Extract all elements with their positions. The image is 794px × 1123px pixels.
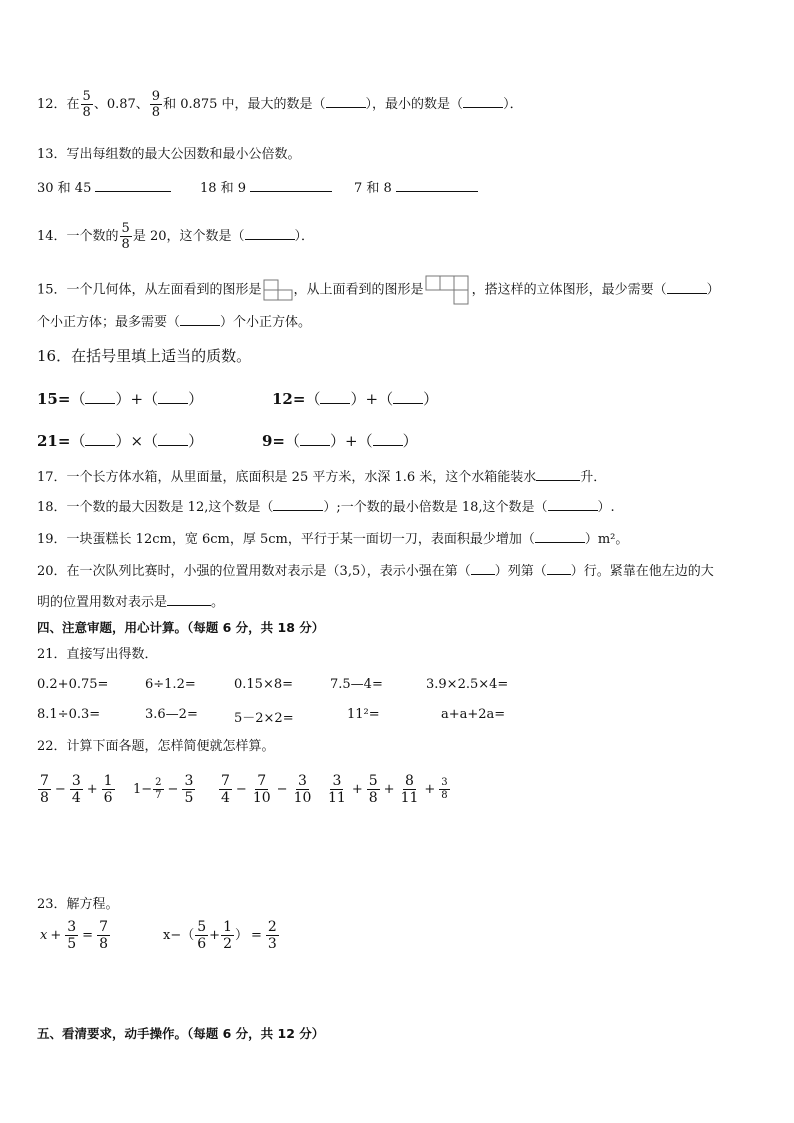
q20-text: ）行。紧靠在他左边的大 — [570, 564, 714, 579]
answer-blank[interactable] — [393, 391, 423, 404]
numerator: 7 — [221, 773, 230, 789]
denominator: 10 — [252, 790, 271, 806]
answer-blank[interactable] — [158, 391, 188, 404]
rparen: ） — [402, 432, 418, 450]
fraction — [182, 774, 195, 805]
operator: + — [424, 782, 436, 797]
answer-blank[interactable] — [250, 179, 332, 192]
fraction — [81, 90, 93, 119]
operator: × — [130, 432, 144, 450]
equation-lhs: 15= — [37, 390, 71, 408]
rparen: ） — [235, 928, 249, 943]
fraction — [266, 920, 279, 951]
denominator: 8 — [99, 936, 108, 952]
q19-text: ）m²。 — [584, 532, 629, 547]
question-12 — [37, 90, 523, 119]
answer-blank[interactable] — [320, 391, 350, 404]
q15-text: ，从上面看到的图形是 — [293, 282, 424, 298]
numerator: 2 — [267, 919, 277, 935]
prime-equation — [37, 388, 203, 409]
mental-math-item: 0.15×8= — [234, 677, 294, 692]
q18-text: ）. — [597, 500, 615, 515]
lparen: （ — [181, 928, 195, 943]
rparen: ） — [188, 432, 204, 450]
mental-math-item: a+a+2a= — [441, 707, 506, 722]
q13-pair — [200, 177, 332, 196]
rparen: ） — [115, 390, 131, 408]
q12-text: 和 0.875 中，最大的数是（ — [163, 97, 326, 112]
q19-text: 19．一块蛋糕长 12cm，宽 6cm，厚 5cm，平行于某一面切一刀，表面积最少增加（ — [37, 532, 535, 547]
denominator: 8 — [151, 105, 161, 120]
numerator: 3 — [67, 919, 77, 935]
calc-expression — [133, 774, 196, 805]
operator: − — [54, 782, 66, 797]
calc-expression — [218, 774, 314, 805]
operator: + — [345, 432, 358, 450]
mental-math-item: 5－2×2= — [234, 711, 294, 726]
q18-text: ）;一个数的最小倍数是 18,这个数是（ — [323, 500, 548, 515]
variable: x — [40, 928, 48, 943]
q20-text: ）列第（ — [494, 564, 547, 579]
rparen: ） — [330, 432, 346, 450]
denominator: 8 — [368, 790, 378, 806]
section-5-heading: 五、看清要求，动手操作。（每题 6 分，共 12 分） — [37, 1026, 325, 1041]
question-15-line2 — [37, 313, 311, 332]
operator: − — [235, 782, 247, 797]
equation — [163, 920, 280, 951]
numerator: 5 — [121, 221, 130, 236]
lparen: （ — [305, 390, 321, 408]
fraction — [251, 774, 273, 805]
pair-label: 30 和 45 — [37, 181, 92, 196]
fraction — [221, 920, 234, 951]
numerator: 3 — [441, 777, 448, 788]
mental-math-item: 8.1÷0.3= — [37, 707, 101, 722]
fraction — [219, 774, 232, 805]
q13-pair — [354, 177, 478, 196]
q20-text: 20．在一次队列比赛时，小强的位置用数对表示是（3,5），表示小强在第（ — [37, 564, 471, 579]
lparen: （ — [70, 432, 86, 450]
numerator: 1 — [223, 919, 232, 935]
answer-blank[interactable] — [245, 227, 295, 240]
fraction — [38, 774, 51, 805]
denominator: 7 — [155, 790, 162, 801]
denominator: 11 — [400, 790, 419, 806]
fraction — [97, 920, 110, 951]
q15-text: 15．一个几何体，从左面看到的图形是 — [37, 282, 262, 298]
q15-text: 个小正方体；最多需要（ — [37, 315, 181, 330]
denominator: 8 — [40, 790, 49, 806]
prime-equation — [272, 388, 438, 409]
answer-blank[interactable] — [158, 433, 188, 446]
fraction — [65, 920, 78, 951]
q12-text: ），最小的数是（ — [365, 97, 464, 112]
rparen: ） — [423, 390, 439, 408]
denominator: 2 — [223, 936, 232, 952]
numerator: 3 — [184, 773, 194, 789]
answer-blank[interactable] — [471, 562, 495, 575]
question-14 — [37, 222, 314, 251]
fraction — [195, 920, 208, 951]
answer-blank[interactable] — [167, 593, 211, 606]
numerator: 3 — [298, 773, 307, 789]
answer-blank[interactable] — [85, 391, 115, 404]
operator: + — [86, 782, 98, 797]
operator: + — [130, 390, 144, 408]
operator: − — [167, 782, 179, 797]
denominator: 3 — [267, 936, 277, 952]
q15-text: ）个小正方体。 — [220, 315, 312, 330]
mental-math-item: 6÷1.2= — [145, 677, 196, 692]
numerator: 7 — [99, 919, 108, 935]
denominator: 11 — [328, 790, 346, 806]
denominator: 8 — [82, 105, 91, 120]
q14-prefix: 14．一个数的 — [37, 229, 119, 244]
q15-text: ） — [706, 282, 720, 298]
operator: − — [276, 782, 288, 797]
numerator: 8 — [405, 773, 414, 789]
expression-lead: 1− — [133, 782, 153, 797]
fraction — [367, 774, 380, 805]
denominator: 4 — [221, 790, 230, 806]
answer-blank[interactable] — [536, 468, 580, 481]
mental-math-item: 3.9×2.5×4= — [426, 677, 509, 692]
operator: + — [351, 782, 363, 797]
answer-blank[interactable] — [300, 433, 330, 446]
lparen: （ — [285, 432, 301, 450]
question-16-title: 16．在括号里填上适当的质数。 — [37, 347, 252, 365]
question-23-title: 23．解方程。 — [37, 897, 119, 912]
question-21-title: 21．直接写出得数． — [37, 647, 158, 662]
numerator: 7 — [257, 773, 267, 789]
pair-label: 7 和 8 — [354, 181, 392, 196]
fraction — [120, 222, 132, 251]
answer-blank[interactable] — [667, 281, 707, 294]
q20-text: 。 — [211, 595, 225, 610]
question-18 — [37, 498, 615, 517]
calc-expression — [325, 774, 451, 805]
mental-math-item: 3.6—2= — [145, 707, 198, 722]
q12-prefix: 12．在 — [37, 97, 80, 112]
lparen: （ — [357, 432, 373, 450]
q20-text: 明的位置用数对表示是 — [37, 595, 168, 610]
fraction — [326, 774, 348, 805]
numerator: 9 — [151, 89, 161, 104]
numerator: 3 — [332, 773, 342, 789]
question-19 — [37, 530, 628, 549]
denominator: 8 — [441, 790, 448, 801]
mental-math-item: 11²= — [347, 707, 380, 722]
operator: + — [209, 928, 221, 943]
numerator: 5 — [368, 773, 378, 789]
answer-blank[interactable] — [535, 530, 585, 543]
question-20 — [37, 562, 714, 581]
numerator: 3 — [71, 773, 81, 789]
denominator: 6 — [197, 936, 207, 952]
lparen: （ — [70, 390, 86, 408]
pair-label: 18 和 9 — [200, 181, 247, 196]
equation-lhs: 9= — [262, 432, 286, 450]
answer-blank[interactable] — [373, 433, 403, 446]
denominator: 10 — [293, 790, 312, 806]
answer-blank[interactable] — [95, 179, 171, 192]
q12-sep: 、0.87、 — [93, 97, 149, 112]
mental-math-item: 7.5—4= — [330, 677, 383, 692]
q18-text: 18．一个数的最大因数是 12,这个数是（ — [37, 500, 274, 515]
fraction — [150, 90, 162, 119]
answer-blank[interactable] — [326, 95, 366, 108]
answer-blank[interactable] — [273, 498, 323, 511]
numerator: 1 — [103, 773, 113, 789]
answer-blank[interactable] — [547, 562, 571, 575]
q17-text: 升． — [580, 470, 607, 485]
prime-equation — [262, 430, 418, 451]
fraction — [399, 774, 421, 805]
question-22-title: 22．计算下面各题，怎样简便就怎样算。 — [37, 739, 275, 754]
fraction — [102, 774, 115, 805]
lparen: （ — [143, 390, 159, 408]
fraction — [292, 774, 314, 805]
denominator: 5 — [184, 790, 194, 806]
denominator: 8 — [121, 237, 130, 252]
question-15 — [37, 275, 720, 305]
rparen: ） — [188, 390, 204, 408]
answer-blank[interactable] — [548, 498, 598, 511]
answer-blank[interactable] — [396, 179, 478, 192]
q14-end: ）． — [294, 229, 315, 244]
question-17 — [37, 468, 606, 487]
calc-expression — [37, 774, 116, 805]
equals-sign: = — [82, 928, 94, 943]
equation-lhs: 12= — [272, 390, 306, 408]
top-view-figure — [425, 275, 471, 305]
section-4-heading: 四、注意审题，用心计算。（每题 6 分，共 18 分） — [37, 620, 325, 635]
numerator: 2 — [155, 777, 162, 788]
rparen: ） — [350, 390, 366, 408]
q13-pair — [37, 177, 171, 196]
lparen: （ — [143, 432, 159, 450]
operator: + — [383, 782, 395, 797]
denominator: 6 — [103, 790, 113, 806]
fraction — [439, 778, 449, 801]
fraction — [70, 774, 83, 805]
rparen: ） — [115, 432, 131, 450]
lparen: （ — [378, 390, 394, 408]
answer-blank[interactable] — [180, 313, 220, 326]
mental-math-item: 0.2+0.75= — [37, 677, 109, 692]
answer-blank[interactable] — [463, 95, 503, 108]
variable: x− — [163, 928, 182, 943]
left-view-figure — [263, 279, 293, 301]
q15-text: ，搭这样的立体图形，最少需要（ — [471, 282, 667, 298]
prime-equation — [37, 430, 203, 451]
equals-sign: = — [251, 928, 262, 943]
numerator: 7 — [40, 773, 49, 789]
denominator: 4 — [71, 790, 81, 806]
denominator: 5 — [67, 936, 77, 952]
question-13-title: 13．写出每组数的最大公因数和最小公倍数。 — [37, 147, 301, 162]
q12-end: ）． — [503, 97, 523, 112]
question-20-line2 — [37, 593, 224, 612]
numerator: 5 — [197, 919, 207, 935]
q17-text: 17．一个长方体水箱，从里面量，底面积是 25 平方米，水深 1.6 米，这个水箱能装水 — [37, 470, 537, 485]
operator: + — [50, 928, 62, 943]
equation — [40, 920, 111, 951]
q14-text: 是 20，这个数是（ — [132, 229, 245, 244]
numerator: 5 — [82, 89, 91, 104]
answer-blank[interactable] — [85, 433, 115, 446]
fraction — [153, 778, 163, 801]
equation-lhs: 21= — [37, 432, 71, 450]
operator: + — [365, 390, 379, 408]
